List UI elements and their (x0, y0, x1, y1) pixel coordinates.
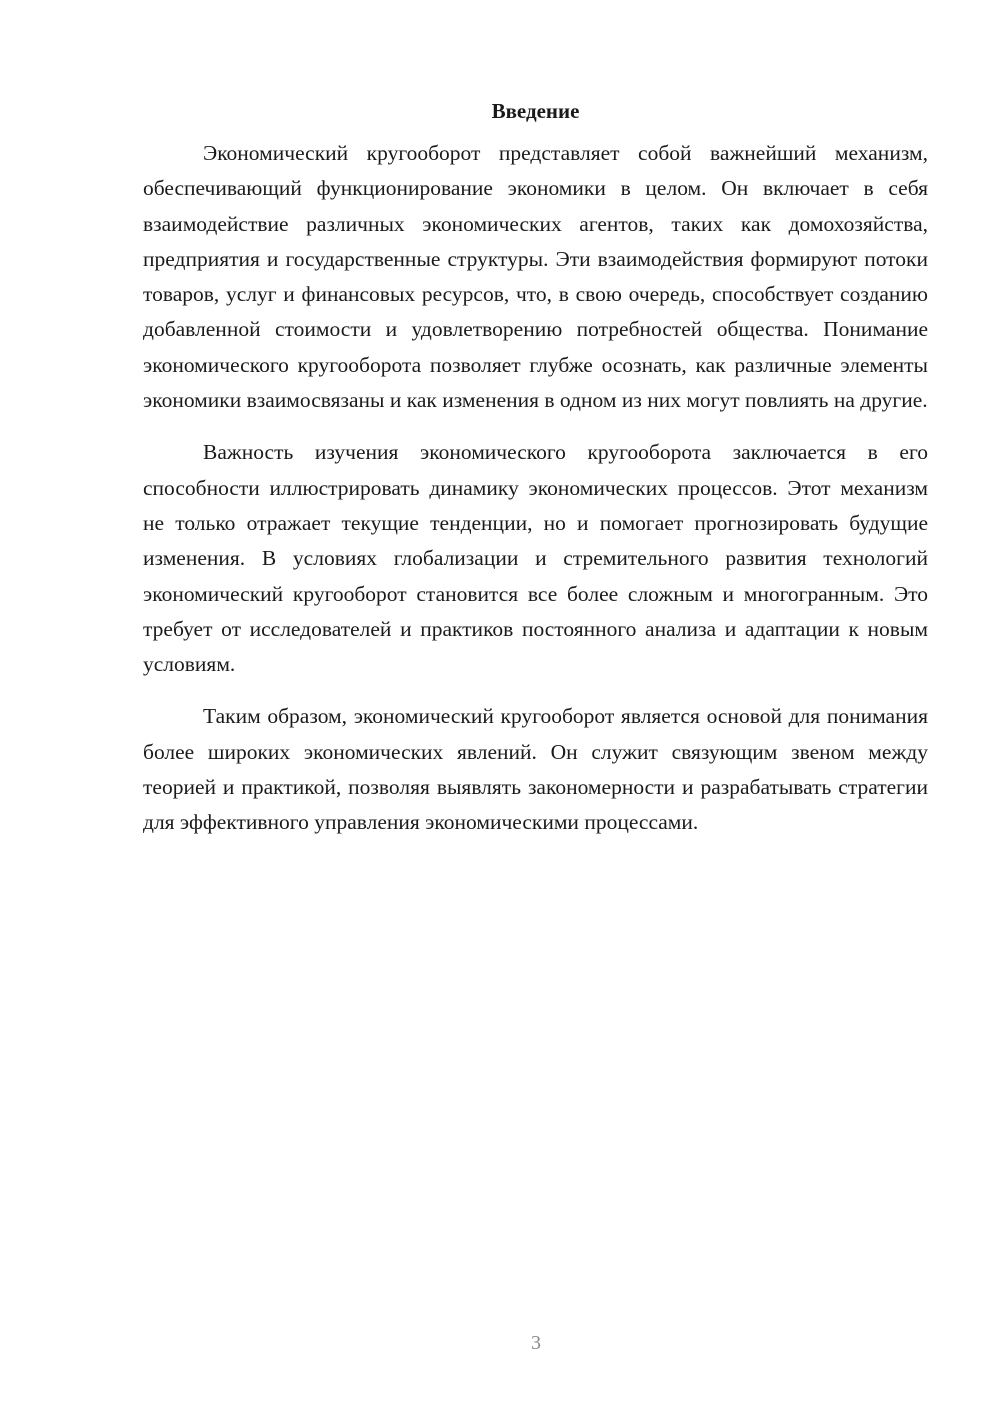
page-content (143, 94, 928, 858)
paragraph-1: Экономический кругооборот представляет собой важнейший механизм, обеспечивающий функционирование экономики в целом. Он включает в себя взаимодействие различных экономических агентов, таких как домохозяйства, предприятия и государственные структуры. Эти взаимодействия формируют потоки товаров, услуг и финансовых ресурсов, что, в свою очередь, способствует созданию добавленной стоимости и удовлетворению потребностей общества. Понимание экономического кругооборота позволяет глубже осознать, как различные элементы экономики взаимосвязаны и как изменения в одном из них могут повлиять на другие. (143, 141, 928, 413)
section-title: Введение (491, 99, 580, 123)
page-number: 3 (531, 1332, 541, 1354)
paragraph-3: Таким образом, экономический кругооборот является основой для понимания более широких экономических явлений. Он служит связующим звеном между теорией и практикой, позволяя выявлять закономерности и разрабатывать стратегии для эффективного управления экономическими процессами. (143, 704, 928, 835)
paragraph-2: Важность изучения экономического кругооборота заключается в его способности иллюстрировать динамику экономических процессов. Этот механизм не только отражает текущие тенденции, но и помогает прогнозировать будущие изменения. В условиях глобализации и стремительного развития технологий экономический кругооборот становится все более сложным и многогранным. Это требует от исследователей и практиков постоянного анализа и адаптации к новым условиям. (143, 440, 928, 677)
